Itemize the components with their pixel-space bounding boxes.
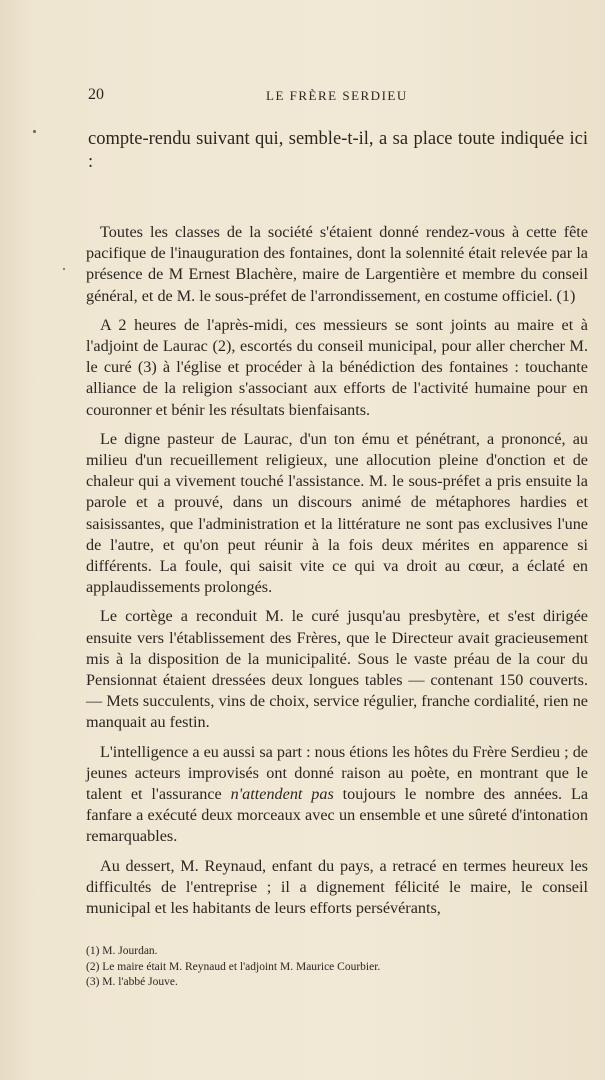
footnote: (3) M. l'abbé Jouve. [86, 976, 178, 988]
footnote: (2) Le maire était M. Reynaud et l'adjoint M. Maurice Courbier. [86, 960, 381, 973]
footnotes [86, 944, 586, 991]
running-title: LE FRÈRE SERDIEU [266, 88, 408, 103]
paragraph-text: L'intelligence a eu aussi sa part : nous étions les hôtes du Frère Serdieu ; de jeunes acteurs improvisés ont donné raison au poète, en montrant que le talent et l'assurance [86, 742, 588, 804]
italic-phrase: n'attendent pas [230, 785, 334, 804]
paragraph: Le cortège a reconduit M. le curé jusqu'au presbytère, et s'est dirigée ensuite vers l'établissement des Frères, que le Directeur avait gracieusement mis à la disposition de la municipalité. Sous le vaste préau de la cour du Pensionnat étaient dressées deux longues tables — contenant 150 couverts. — Mets succulents, vins de choix, service régulier, franche cordialité, rien ne manquait au festin. [86, 607, 588, 732]
paper-speck [63, 268, 65, 270]
paragraph-text: toujours le nombre des années. La fanfare a exécuté deux morceaux avec un ensemble et une sûreté d'intonation remarquables. [86, 785, 589, 846]
paragraph: Au dessert, M. Reynaud, enfant du pays, a retracé en termes heureux les difficultés de l'entreprise ; il a dignement félicité le maire, le conseil municipal et les habitants de leurs efforts persévérants, [86, 856, 588, 918]
article-body [86, 222, 588, 927]
paragraph-with-italic [86, 742, 588, 848]
paragraph: Le digne pasteur de Laurac, d'un ton ému et pénétrant, a prononcé, au milieu d'un recueillement religieux, une allocution pleine d'onction et de chaleur qui a vivement touché l'assistance. M. le sous-préfet a pris ensuite la parole et a prouvé, dans un discours animé de métaphores hardies et saisissantes, que l'administration et la littérature ne sont pas exclusives l'une de l'autre, et qu'on peut réunir à la fois deux mérites en apparence si différents. La foule, qui saisit vite ce qui va droit au cœur, a éclaté en applaudissements prolongés. [86, 429, 588, 597]
page-number: 20 [88, 86, 104, 103]
paragraph: Toutes les classes de la société s'étaient donné rendez-vous à cette fête pacifique de l'inauguration des fontaines, dont la solennité était relevée par la présence de M Ernest Blachère, maire de Largentière et membre du conseil général, et de M. le sous-préfet de l'arrondissement, en costume officiel. (1) [86, 223, 588, 305]
footnote: (1) M. Jourdan. [86, 945, 158, 957]
paper-speck [33, 130, 36, 133]
paragraph: A 2 heures de l'après-midi, ces messieurs se sont joints au maire et à l'adjoint de Laurac (2), escortés du conseil municipal, pour aller chercher M. le curé (3) à l'église et procéder à la bénédiction des fontaines : touchante alliance de la religion s'associant aux efforts de l'activité humaine pour en couronner et bénir les résultats bienfaisants. [86, 315, 588, 419]
intro-text: compte-rendu suivant qui, semble-t-il, a sa place toute indiquée ici : [88, 129, 588, 172]
